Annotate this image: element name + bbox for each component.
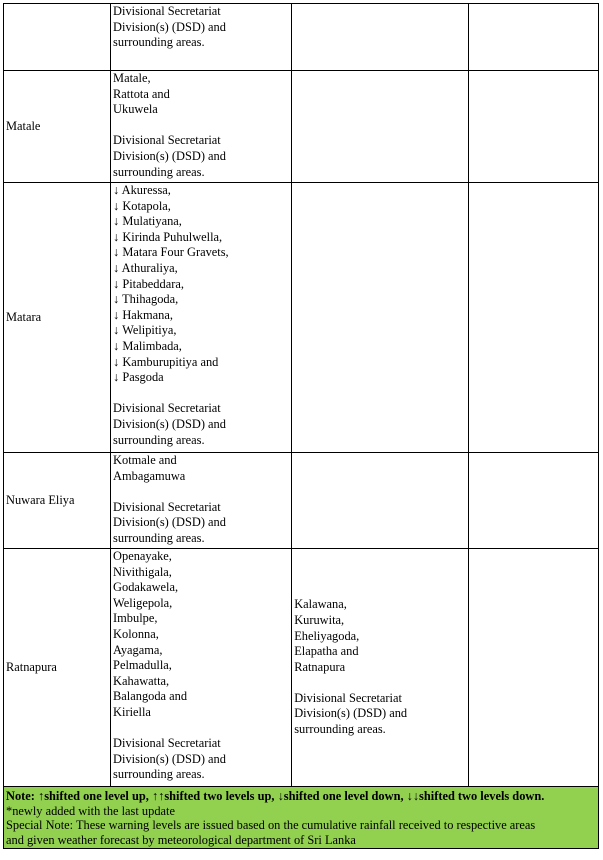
area-line: ↓ Akuressa, <box>113 183 171 197</box>
area-line: ↓ Welipitiya, <box>113 323 177 338</box>
area-line: ↓ Mulatiyana, <box>113 214 182 229</box>
area-line: Kahawatta, <box>113 673 170 688</box>
note-row <box>4 787 599 849</box>
area-line: Divisional Secretariat <box>113 4 221 18</box>
area-line: surrounding areas. <box>113 530 205 545</box>
area-line: Divisional Secretariat <box>113 133 221 148</box>
area-line: Pelmadulla, <box>113 658 172 673</box>
area-line: surrounding areas. <box>113 164 205 179</box>
warning-table <box>3 3 599 849</box>
area-line: surrounding areas. <box>294 722 386 737</box>
area-line: ↓ Matara Four Gravets, <box>113 245 229 260</box>
area-line: ↓ Hakmana, <box>113 307 173 322</box>
area-line: Matale, <box>113 71 151 85</box>
area-line: Kuruwita, <box>294 612 345 627</box>
areas-level-3-cell <box>469 453 599 549</box>
area-line: surrounding areas. <box>113 35 205 50</box>
table-row <box>4 4 599 71</box>
area-line: Imbulpe, <box>113 611 158 626</box>
district-cell <box>4 4 111 71</box>
areas-level-2-cell <box>292 71 469 183</box>
area-line: ↓ Thihagoda, <box>113 292 179 307</box>
areas-level-3-cell <box>469 183 599 453</box>
areas-level-3-cell <box>469 71 599 183</box>
areas-level-2-cell <box>292 453 469 549</box>
special-note-line-1: Special Note: These warning levels are issued based on the cumulative rainfall received to respective areas <box>6 818 536 833</box>
area-line: surrounding areas. <box>113 767 205 782</box>
area-line: Division(s) (DSD) and <box>113 515 226 530</box>
area-line: Godakawela, <box>113 580 179 595</box>
blank-line <box>113 484 289 500</box>
area-line: Ayagama, <box>113 642 163 657</box>
areas-level-1-cell <box>111 4 292 71</box>
area-line: ↓ Malimbada, <box>113 338 182 353</box>
areas-level-2-cell <box>292 4 469 71</box>
district-cell: Ratnapura <box>4 549 111 787</box>
area-line: Divisional Secretariat <box>113 499 221 514</box>
area-line: Division(s) (DSD) and <box>113 148 226 163</box>
special-note-line-2: and given weather forecast by meteorological department of Sri Lanka <box>6 832 356 847</box>
area-line: Balangoda and <box>113 689 188 704</box>
areas-level-1-cell <box>111 549 292 787</box>
area-line: Division(s) (DSD) and <box>294 706 408 721</box>
area-line: ↓ Kamburupitiya and <box>113 354 219 369</box>
area-line: Divisional Secretariat <box>294 690 402 705</box>
area-line: Kiriella <box>113 704 151 719</box>
area-line: Ukuwela <box>113 102 158 117</box>
note-cell <box>4 787 599 849</box>
note-label: Note: <box>6 789 35 803</box>
area-line: Divisional Secretariat <box>113 736 221 751</box>
areas-level-1-cell <box>111 71 292 183</box>
area-line: Ratnapura <box>294 659 346 674</box>
note-newly-added: *newly added with the last update <box>6 803 175 818</box>
areas-level-2-cell <box>292 549 469 787</box>
table-row <box>4 453 599 549</box>
area-line: surrounding areas. <box>113 432 205 447</box>
area-line: Division(s) (DSD) and <box>113 416 226 431</box>
blank-line <box>294 675 466 691</box>
areas-level-1-cell <box>111 183 292 453</box>
blank-line <box>113 721 289 737</box>
area-line: Kotmale and <box>113 453 177 467</box>
blank-line <box>113 118 289 134</box>
area-line: ↓ Athuraliya, <box>113 260 178 275</box>
area-line: ↓ Kotapola, <box>113 198 171 213</box>
area-line: Kolonna, <box>113 626 159 641</box>
area-line: Kalawana, <box>294 597 347 612</box>
note-legend: ↑shifted one level up, ↑↑shifted two levels up, ↓shifted one level down, ↓↓shifted two levels down. <box>38 789 545 803</box>
warning-table-body <box>4 4 599 787</box>
area-line: Division(s) (DSD) and <box>113 751 226 766</box>
areas-level-3-cell <box>469 549 599 787</box>
area-line: ↓ Pitabeddara, <box>113 276 184 291</box>
district-cell: Matara <box>4 183 111 453</box>
area-line: Rattota and <box>113 86 170 101</box>
area-line: Openayake, <box>113 549 172 563</box>
area-line: ↓ Kirinda Puhulwella, <box>113 229 223 244</box>
area-line: Divisional Secretariat <box>113 401 221 416</box>
blank-line <box>113 386 289 402</box>
area-line: ↓ Pasgoda <box>113 370 164 385</box>
area-line: Nivithigala, <box>113 564 172 579</box>
area-line: Eheliyagoda, <box>294 628 360 643</box>
areas-level-2-cell <box>292 183 469 453</box>
district-cell: Nuwara Eliya <box>4 453 111 549</box>
table-row <box>4 183 599 453</box>
note-legend-line <box>6 789 596 804</box>
district-cell: Matale <box>4 71 111 183</box>
areas-level-3-cell <box>469 4 599 71</box>
area-line: Weligepola, <box>113 595 173 610</box>
area-line: Ambagamuwa <box>113 468 186 483</box>
areas-level-1-cell <box>111 453 292 549</box>
table-row <box>4 549 599 787</box>
area-line: Division(s) (DSD) and <box>113 19 226 34</box>
area-line: Elapatha and <box>294 644 359 659</box>
table-row <box>4 71 599 183</box>
